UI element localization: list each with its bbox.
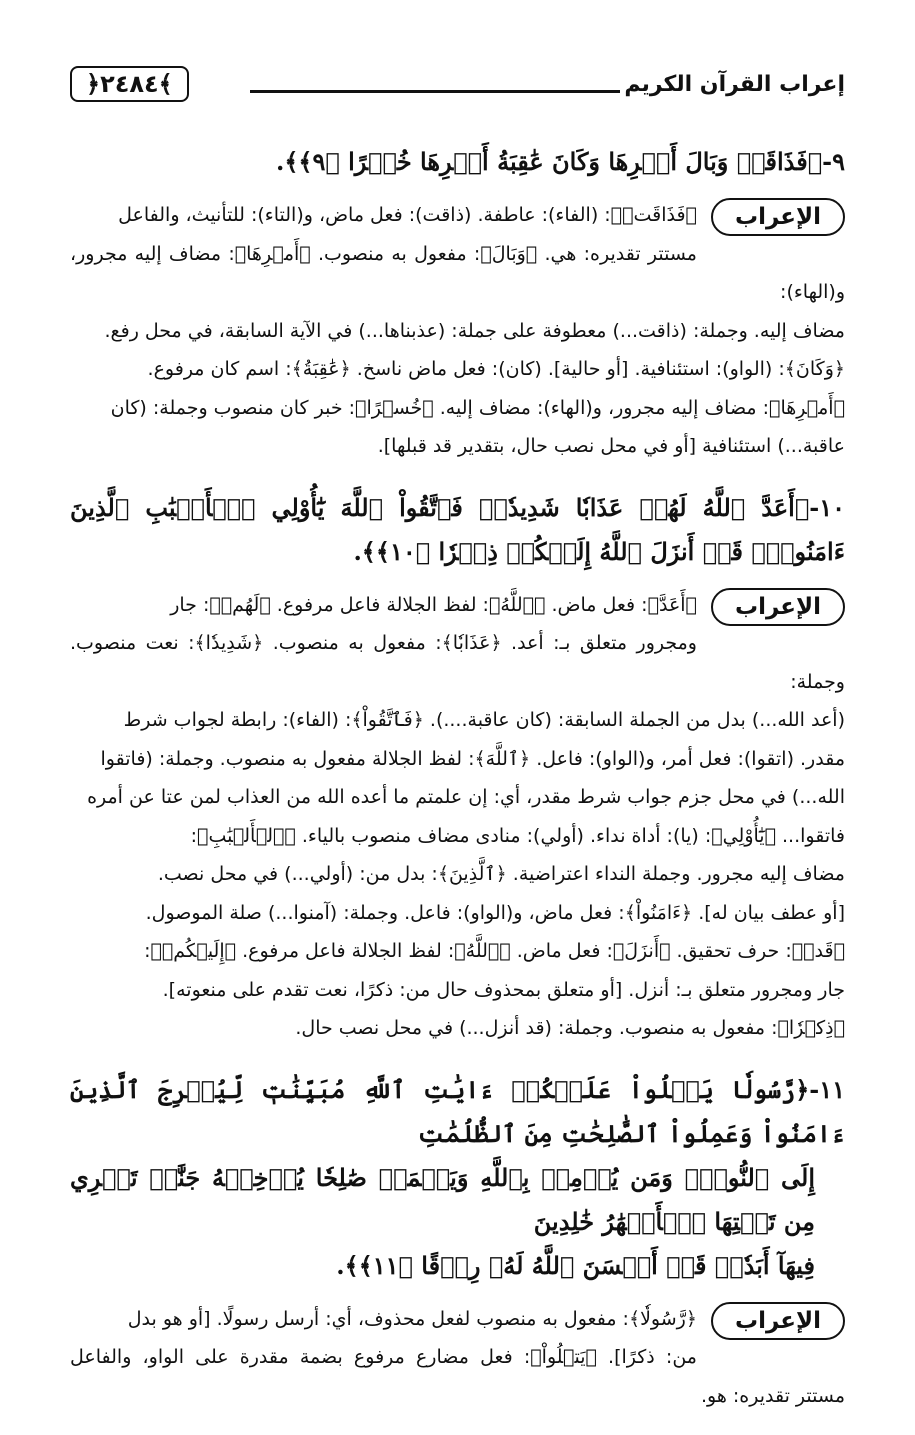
verse-line: فِيهَآ أَبَدٗاۖ قَدۡ أَحۡسَنَ ٱللَّهُ لَهُۥ رِزۡقًا ﴿١١﴾﴾.: [336, 1250, 815, 1280]
irab-line: ﴿أَعَدَّ﴾: فعل ماض. ﴿ٱللَّهُ﴾: لفظ الجلالة فاعل مرفوع. ﴿لَهُمۡ﴾: جار: [170, 593, 697, 616]
irab-line: ﴿ذِكۡرٗا﴾: مفعول به منصوب. وجملة: (قد أنزل...) في محل نصب حال.: [295, 1017, 845, 1039]
irab-line: مقدر. (اتقوا): فعل أمر، و(الواو): فاعل. ﴿ٱللَّهَ﴾: لفظ الجلالة مفعول به منصوب. وجملة: (فاتقوا: [100, 747, 845, 770]
verse-line: ٩-﴿فَذَاقَتۡ وَبَالَ أَمۡرِهَا وَكَانَ عَٰقِبَةُ أَمۡرِهَا خُسۡرًا ﴿٩﴾﴾.: [276, 147, 845, 176]
book-title: إعراب القرآن الكريم: [624, 72, 845, 97]
verse-text: [70, 140, 845, 184]
header-rule: [250, 90, 620, 93]
page-number: ﴿٢٤٨٤﴾: [70, 66, 189, 102]
irab-line: مضاف إليه مجرور. وجملة النداء اعتراضية. ﴿ٱلَّذِينَ﴾: بدل من: (أولي...) في محل نصب.: [157, 863, 845, 885]
verse-line: إِلَى ٱلنُّورِۚ وَمَن يُؤۡمِنۢ بِٱللَّهِ وَيَعۡمَلۡ صَٰلِحٗا يُدۡخِلۡهُ جَنَّٰتٖ تَجۡرِي مِن تَحۡتِهَا ٱلۡأَنۡهَٰرُ خَٰلِدِينَ: [70, 1162, 815, 1236]
irab-line: ﴿قَدۡ﴾: حرف تحقيق. ﴿أَنزَلَ﴾: فعل ماض. ﴿ٱللَّهُ﴾: لفظ الجلالة فاعل مرفوع. ﴿إِلَيۡكُمۡ﴾:: [144, 940, 845, 962]
page-header: [70, 60, 845, 110]
verse-section-10: [70, 486, 845, 1048]
irab-badge: الإعراب: [711, 1302, 845, 1340]
irab-paragraph: [70, 1300, 845, 1416]
irab-line: مضاف إليه. وجملة: (ذاقت...) معطوفة على جملة: (عذبناها...) في الآية السابقة، في محل رفع.: [104, 319, 845, 342]
verse-text: [70, 486, 845, 574]
irab-line: ﴿أَمۡرِهَا﴾: مضاف إليه مجرور، و(الهاء): مضاف إليه. ﴿خُسۡرًا﴾: خبر كان منصوب وجملة: (كان: [110, 396, 845, 419]
irab-line: (أعد الله...) بدل من الجملة السابقة: (كان عاقبة....). ﴿فَٱتَّقُواْ﴾: (الفاء): رابطة لجواب شرط: [123, 709, 845, 731]
irab-line: عاقبة...) استئنافية [أو في محل نصب حال، بتقدير قد قبلها].: [377, 435, 845, 457]
irab-paragraph: [70, 196, 845, 466]
irab-paragraph: [70, 586, 845, 1048]
verse-line: ١٠-﴿أَعَدَّ ٱللَّهُ لَهُمۡ عَذَابٗا شَدِيدٗاۖ فَٱتَّقُواْ ٱللَّهَ يَٰٓأُوْلِي ٱلۡأَلۡبَٰبِ ٱلَّذِينَ ءَامَنُواْۚ قَدۡ أَنزَلَ ٱللَّهُ إِلَيۡكُمۡ ذِكۡرٗا ﴿١٠﴾﴾.: [70, 492, 845, 566]
verse-section-9: [70, 140, 845, 466]
irab-line: الله...) في محل جزم جواب شرط مقدر، أي: إن علمتم ما أعده الله من العذاب لمن عتا عن أمره: [87, 786, 845, 808]
irab-line: من: ذكرًا]. ﴿يَتۡلُواْ﴾: فعل مضارع مرفوع بضمة مقدرة على الواو، والفاعل مستتر تقديره: هو.: [70, 1346, 845, 1407]
irab-line: ﴿رَّسُولٗا﴾: مفعول به منصوب لفعل محذوف، أي: أرسل رسولًا. [أو هو بدل: [127, 1307, 697, 1330]
irab-line: مستتر تقديره: هي. ﴿وَبَالَ﴾: مفعول به منصوب. ﴿أَمۡرِهَا﴾: مضاف إليه مجرور، و(الهاء):: [70, 242, 845, 303]
irab-line: فاتقوا... ﴿يَٰٓأُوْلِي﴾: (يا): أداة نداء. (أولي): منادى مضاف منصوب بالياء. ﴿ٱلۡأَلۡبَٰبِ﴾:: [190, 824, 845, 847]
irab-line: [أو عطف بيان له]. ﴿ءَامَنُواْ﴾: فعل ماض، و(الواو): فاعل. وجملة: (آمنوا...) صلة الموصول.: [145, 901, 845, 924]
page-content: [70, 140, 845, 1435]
verse-line: ١١-﴿رَّسُولٗا يَتۡلُواْ عَلَيۡكُمۡ ءَايَٰتِ ٱللَّهِ مُبَيِّنَٰتٖ لِّيُخۡرِجَ ٱلَّذِينَ ءَامَنُواْ وَعَمِلُواْ ٱلصَّٰلِحَٰتِ مِنَ ٱلظُّلُمَٰتِ: [70, 1074, 845, 1148]
irab-line: ﴿فَذَاقَتۡ﴾: (الفاء): عاطفة. (ذاقت): فعل ماض، و(التاء): للتأنيث، والفاعل: [118, 204, 697, 226]
verse-section-11: [70, 1068, 845, 1416]
verse-text: [70, 1068, 845, 1288]
irab-line: جار ومجرور متعلق بـ: أنزل. [أو متعلق بمحذوف حال من: ذكرًا، نعت تقدم على منعوته].: [162, 978, 845, 1001]
irab-badge: الإعراب: [711, 198, 845, 236]
irab-line: ﴿وَكَانَ﴾: (الواو): استئنافية. [أو حالية]. (كان): فعل ماض ناسخ. ﴿عَٰقِبَةُ﴾: اسم كان مرفوع.: [147, 358, 845, 380]
irab-line: ومجرور متعلق بـ: أعد. ﴿عَذَابٗا﴾: مفعول به منصوب. ﴿شَدِيدٗا﴾: نعت منصوب. وجملة:: [70, 632, 845, 693]
irab-badge: الإعراب: [711, 588, 845, 626]
